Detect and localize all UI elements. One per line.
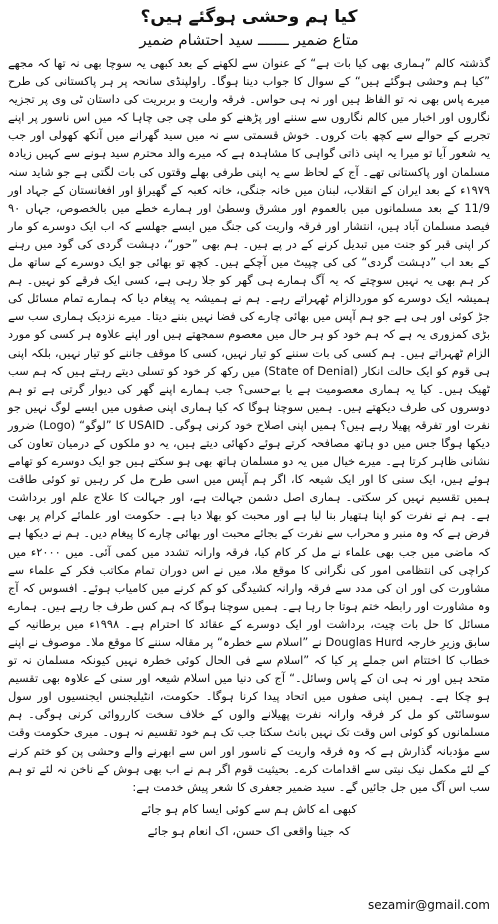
- article-body: [8, 54, 490, 796]
- author-email[interactable]: sezamir@gmail.com: [367, 898, 490, 912]
- article-byline: متاع ضمیر ـــــــ سید احتشام ضمیر: [139, 31, 359, 49]
- poem-line-2: کہ جینا واقعی اک حسن، اک انعام ہو جائے: [147, 823, 351, 838]
- article-title: کیا ہم وحشی ہوگئے ہیں؟: [140, 7, 358, 27]
- poem-line-1: کبھی اے کاش ہم سے کوئی ایسا کام ہو جائے: [141, 801, 357, 816]
- article-body-text: گذشتہ کالم ”ہماری بھی کیا بات ہے“ کے عنوان سے لکھنے کے بعد کبھی یہ سوچا بھی نہ تھا کہ مجھے ”کیا ہم وحشی ہوگئے ہیں“ کے سوال کا جواب دینا ہوگا۔ راولپنڈی سانحہ پر ہر پاکستانی کی طرح میرے پاس بھی نہ تو الفاظ ہیں اور نہ ہی حواس۔ فرقہ واریت و بربریت کی داستان ٹی وی پر تجزیہ نگاروں اور اخبار میں کالم نگاروں سے سننے اور پڑھنے کو ملی چی جی چاہا کہ میں اس ناسور پر اپنے تجربے کے حوالے سے کچھ بات کروں۔ خوش قسمتی سے نہ میں سید گھرانے میں آنکھ کھولی اور جب یہ شعور آیا تو میرا یہ اپنی ذاتی گواہی کا مشاہدہ ہے کہ میرے والد محترم سید ہونے سے کہیں زیادہ مسلمان اور پاکستانی تھے۔ آج کے لحاظ سے یہ اپنی طرفی بھلے وقتوں کی بات لگتی ہے جو شاید سنہ ۱۹۷۹ء کے بعد ایران کے انقلاب، لبنان میں خانہ جنگی، خانہ کعبہ کے گھیراؤ اور افغانستان کے جہاد اور 11/9 کے بعد مسلمانوں میں بالعموم اور مشرق وسطیٰ اور ہمارے خطے میں بالخصوص، جہاں ۹۰ فیصد مسلمان آباد ہیں، انتشار اور فرقہ واریت کی جنگ میں ایسے جھلسے کہ اب ایک دوسرے کو مار کر اپنی قبر کو جنت میں تبدیل کرنے کے در پے ہیں۔ ہم بھی ”حور“، دہشت گردی کی گود میں رہنے کے بعد اب ”دہشت گردی“ کی کی چپیٹ میں آچکے ہیں۔ کچھ تو بھائی جو ایک دوسرے کے ساتھ مل کر ہم بھی یہ نہیں سوچتے کہ یہ آگ ہمارے ہی گھر کو جلا رہی ہے، کسی ایک فرقے کو نہیں۔ ہم ہمیشہ ایک دوسرے کو موردالزام ٹھہراتے رہے۔ ہم نے ہمیشہ یہ پیغام دیا کہ ہمارے تمام مسائل کی جڑ کوئی اور ہی ہے جو ہم آپس میں بھائی چارے کی فضا نہیں بننے دیتا۔ میرے نزدیک ہماری سب سے بڑی کمزوری یہ ہے کہ ہم خود کو ہر حال میں معصوم سمجھتے ہیں اور اپنے علاوہ ہر کسی کو مورد الزام ٹھہراتے ہیں۔ ہم کسی کی بات سننے کو تیار نہیں، کسی کا موقف جاننے کو تیار نہیں، بلکہ اپنی ہی قوم کو ایک حالت انکار (State of Denial) میں رکھ کر خود کو تسلی دیتے رہتے ہیں کہ ہم سب ٹھیک ہیں۔ کیا یہ ہماری معصومیت ہے یا بےحسی؟ جب ہمارے اپنے گھر کی دیوار گرتی ہے تو ہم دوسروں کی طرف دیکھتے ہیں۔ ہمیں سوچنا ہوگا کہ کیا ہماری اپنی صفوں میں ایسے لوگ نہیں جو نفرت اور تفرقہ پھیلا رہے ہیں؟ ہمیں اپنی اصلاح خود کرنی ہوگی۔ USAID کا ”لوگو“ (Logo) ضرور دیکھا ہوگا جس میں دو ہاتھ مصافحہ کرتے ہوئے دکھائی دیتے ہیں، یہ دو ملکوں کے درمیان تعاون کی نشانی ظاہر کرتا ہے۔ میرے خیال میں یہ دو مسلمان ہاتھ بھی ہو سکتے ہیں جو ایک دوسرے کو تھامے ہوئے ہیں، ایک سنی کا اور ایک شیعہ کا، اگر ہم آپس میں اسی طرح مل کر رہیں تو کوئی طاقت ہمیں تقسیم نہیں کر سکتی۔ ہماری اصل دشمن جہالت ہے، اور جہالت کا علاج علم اور برداشت ہے۔ ہم نے نفرت کو اپنا ہتھیار بنا لیا ہے اور محبت کو بھلا دیا ہے۔ حکومت اور علمائے کرام پر بھی فرض ہے کہ وہ منبر و محراب سے نفرت کے بجائے محبت اور بھائی چارے کا پیغام دیں۔ ہم نے دیکھا ہے کہ ماضی میں جب بھی علماء نے مل کر کام کیا، فرقہ وارانہ تشدد میں کمی آئی۔ میں ۲۰۰۰ء میں کراچی کی انتظامی امور کی نگرانی کا موقع ملا، میں نے اس دوران تمام مکاتب فکر کے علماء سے مشاورت کی اور ان کی مدد سے فرقہ وارانہ کشیدگی کو کم کرنے میں کامیاب ہوئے۔ افسوس کہ آج وہ مشاورت اور رابطہ ختم ہوتا جا رہا ہے۔ ہمیں سوچنا ہوگا کہ ہم کس طرف جا رہے ہیں۔ ہمارے مسائل کا حل بات چیت، برداشت اور ایک دوسرے کے عقائد کا احترام ہے۔ ۱۹۹۸ء میں برطانیہ کے سابق وزیرِ خارجہ Douglas Hurd نے ”اسلام سے خطرہ“ پر مقالہ سننے کا موقع ملا۔ موصوف نے اپنے خطاب کا اختتام اس جملے پر کیا کہ ”اسلام سے فی الحال کوئی خطرہ نہیں کیونکہ مسلمان نہ تو متحد ہیں اور نہ ہی ان کے پاس وسائل۔“ آج کی دنیا میں اسلام شیعہ اور سنی کے علاوہ بھی تقسیم ہو چکا ہے۔ ہمیں اپنی صفوں میں اتحاد پیدا کرنا ہوگا۔ حکومت، انٹیلیجنس ایجنسیوں اور سول سوسائٹی کو مل کر فرقہ وارانہ نفرت پھیلانے والوں کے خلاف سخت کارروائی کرنی ہوگی۔ ہم مسلمانوں کو کوئی اس وقت تک نہیں بانٹ سکتا جب تک ہم خود تقسیم نہ ہوں۔ میری حکومت وقت سے مؤدبانہ گذارش ہے کہ وہ فرقہ واریت کے ناسور اور اس سے ابھرنے والے وحشی پن کو ختم کرنے کے لئے مکمل نیک نیتی سے اقدامات کرے۔ بحیثیت قوم اگر ہم نے اب بھی ہوش کے ناخن نہ لئے تو ہم سب اس آگ میں جل جائیں گے۔ سید ضمیر جعفری کا شعر پیش خدمت ہے:: [8, 56, 491, 794]
- poem: [8, 798, 490, 842]
